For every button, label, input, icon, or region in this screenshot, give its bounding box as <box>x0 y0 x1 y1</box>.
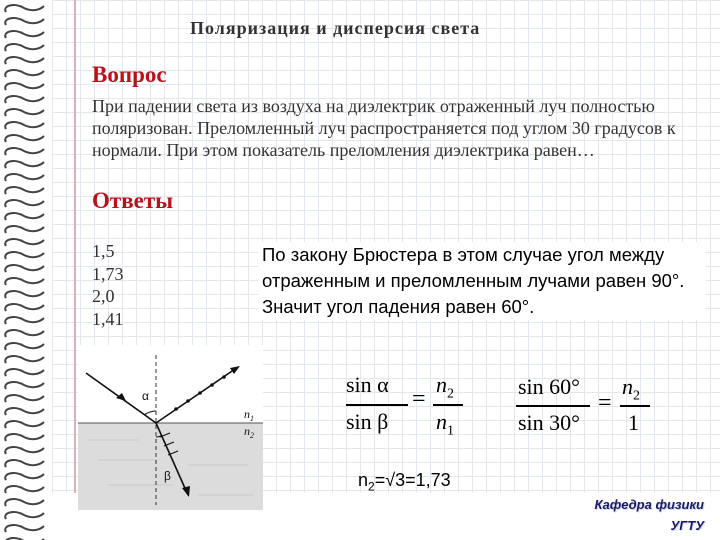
dielectric-region <box>78 423 263 510</box>
formula2-fraction-bar-right <box>620 405 650 407</box>
spiral-loop <box>5 96 44 103</box>
spiral-loop <box>5 304 44 311</box>
formula1-num-right: $n_2$ <box>436 372 454 402</box>
alpha-label: α <box>142 389 149 403</box>
question-text: При падении света из воздуха на диэлектрик отраженный луч полностью поляризован. Преломленный луч распространяется под углом 30 градусов к нормали. При этом показатель преломления диэлектрика равен… <box>92 96 676 160</box>
spiral-loop <box>5 473 44 480</box>
spiral-loop <box>5 252 44 259</box>
spiral-loop <box>5 486 44 493</box>
spiral-loop <box>5 161 44 168</box>
spiral-loop <box>5 5 44 12</box>
spiral-loop <box>5 343 44 350</box>
spiral-loop <box>5 213 44 220</box>
answer-option-1[interactable]: 1,5 <box>92 241 115 261</box>
formula2-num-right: $n_2$ <box>622 374 640 404</box>
formula2-fraction-bar-left <box>516 405 590 407</box>
answers-heading: Ответы <box>92 188 174 213</box>
spiral-loop <box>5 148 44 155</box>
spiral-loop <box>5 57 44 64</box>
formula2-num-left: sin 60° <box>518 374 580 399</box>
answer-option-3[interactable]: 2,0 <box>92 286 115 306</box>
formula2-equals: = <box>598 390 612 416</box>
result-equation: $n_2=√3=1,73$ <box>358 470 451 494</box>
spiral-loop <box>5 317 44 324</box>
footer-university: УГТУ <box>670 518 704 533</box>
margin-line <box>74 0 76 493</box>
formula2-den-right: 1 <box>628 410 639 435</box>
n2-label: $n_2$ <box>244 424 254 440</box>
spiral-loop <box>5 200 44 207</box>
spiral-loop <box>5 239 44 246</box>
spiral-loop <box>5 395 44 402</box>
spiral-loop <box>5 83 44 90</box>
spiral-loop <box>5 512 44 519</box>
spiral-loop <box>5 265 44 272</box>
formula1-fraction-bar-left <box>346 404 408 406</box>
spiral-loop <box>5 109 44 116</box>
formula1-num-left: sin α <box>346 372 389 397</box>
formula1-equals: = <box>412 386 426 412</box>
question-heading: Вопрос <box>92 62 167 87</box>
spiral-loop <box>5 460 44 467</box>
formula1-fraction-bar-right <box>433 404 463 406</box>
spiral-loop <box>5 447 44 454</box>
spiral-loop <box>5 291 44 298</box>
spiral-loop <box>5 382 44 389</box>
answers-list <box>92 240 124 330</box>
spiral-loop <box>5 421 44 428</box>
spiral-loop <box>5 434 44 441</box>
explanation-text: По закону Брюстера в этом случае угол между отраженным и преломленным лучами равен 90°. Значит угол падения равен 60°. <box>258 242 706 320</box>
spiral-loop <box>5 525 44 532</box>
spiral-loop <box>5 356 44 363</box>
spiral-loop <box>5 44 44 51</box>
spiral-loop <box>5 174 44 181</box>
spiral-loop <box>5 187 44 194</box>
spiral-loop <box>5 135 44 142</box>
spiral-loop <box>5 226 44 233</box>
formula2-den-left: sin 30° <box>518 410 580 435</box>
answer-option-2[interactable]: 1,73 <box>92 263 124 284</box>
spiral-loop <box>5 122 44 129</box>
answer-option-4[interactable]: 1,41 <box>92 308 124 329</box>
beta-label: β <box>164 469 171 483</box>
spiral-loop <box>5 369 44 376</box>
spiral-loop <box>5 70 44 77</box>
spiral-loop <box>5 278 44 285</box>
formula1-den-left: sin β <box>346 409 389 434</box>
spiral-loop <box>5 31 44 38</box>
spiral-binding <box>0 0 50 540</box>
formula1-den-right: $n_1$ <box>436 409 454 439</box>
spiral-loop <box>5 18 44 25</box>
spiral-loop <box>5 408 44 415</box>
footer-department: Кафедра физики <box>594 497 704 512</box>
spiral-loop <box>5 330 44 337</box>
spiral-loop <box>5 499 44 506</box>
refraction-diagram <box>78 345 263 510</box>
n1-label: $n_1$ <box>244 407 254 423</box>
page-title: Поляризация и дисперсия света <box>190 18 481 38</box>
